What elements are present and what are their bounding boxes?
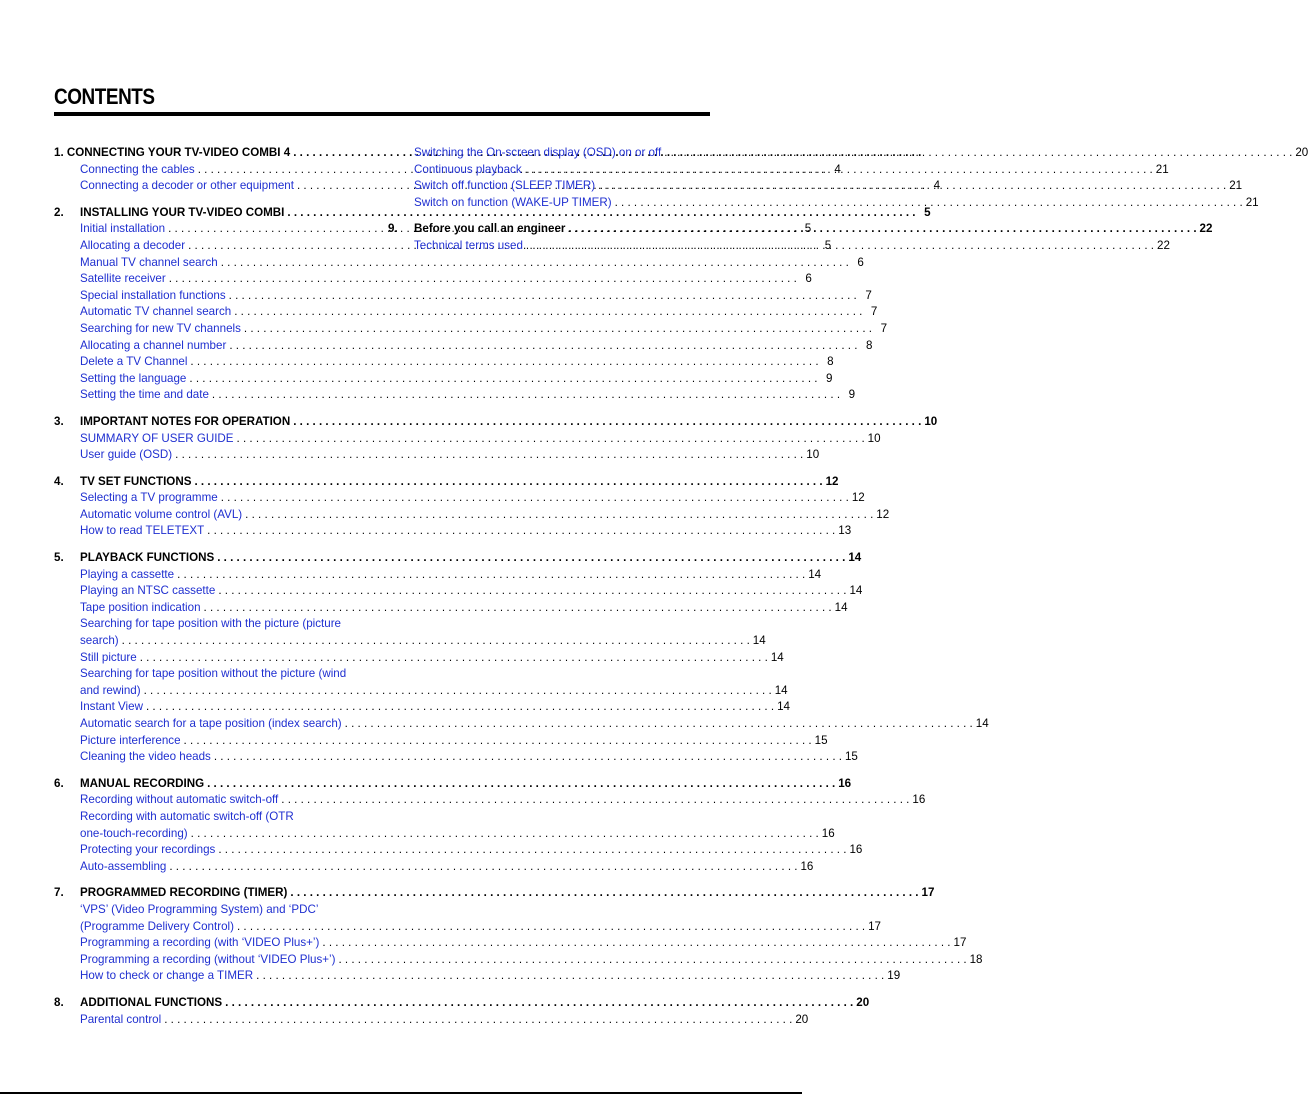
section-number: 6. (54, 776, 64, 790)
toc-section (54, 414, 938, 464)
entry-label: Programming a recording (without ‘VIDEO Plus+’) (80, 952, 336, 966)
entry-label: Manual TV channel search (80, 255, 218, 269)
section-page: 17 (921, 886, 935, 900)
section-heading (54, 474, 839, 491)
entry-page: 6 (805, 272, 812, 286)
entry-label: How to read TELETEXT (80, 524, 205, 538)
leader-dots (175, 447, 803, 464)
title-rule (54, 112, 710, 116)
leader-dots (237, 431, 865, 448)
entry-page: 20 (1295, 146, 1308, 159)
toc-section (54, 474, 890, 540)
leader-dots (207, 776, 835, 793)
section-number: 2. (54, 205, 64, 219)
toc-entry[interactable] (54, 387, 856, 404)
entry-page: 16 (821, 826, 835, 840)
leader-dots (207, 523, 835, 540)
entry-page: 14 (774, 683, 788, 697)
section-heading (54, 414, 938, 431)
entry-label: Continuous playback (414, 162, 522, 176)
entry-label: Delete a TV Channel (80, 355, 188, 369)
entry-page: 9 (848, 388, 856, 402)
toc-entry[interactable] (388, 238, 1170, 255)
toc-entry[interactable] (54, 1012, 809, 1029)
toc-entry[interactable] (54, 583, 863, 600)
entry-page: 15 (814, 733, 828, 747)
entry-label: Tape position indication (80, 600, 201, 614)
leader-dots (140, 650, 768, 667)
entry-label: one-touch-recording) (80, 826, 188, 840)
entry-page: 14 (975, 717, 989, 730)
toc-entry[interactable] (54, 650, 784, 667)
leader-dots (338, 952, 966, 969)
entry-label: Automatic search for a tape position (index search) (80, 717, 342, 730)
toc-entry[interactable] (54, 271, 812, 288)
toc-entry[interactable] (54, 490, 865, 507)
entry-page: 16 (912, 793, 926, 807)
toc-entry[interactable] (54, 666, 376, 683)
entry-label: Satellite receiver (80, 272, 166, 286)
leader-dots (144, 683, 772, 700)
section-number: 5. (54, 551, 64, 565)
entry-label: Auto-assembling (80, 859, 167, 873)
toc-entry[interactable] (54, 716, 989, 733)
entry-label: Connecting a decoder or other equipment (80, 179, 294, 193)
section-title: 1. CONNECTING YOUR TV-VIDEO COMBI 4 (54, 146, 291, 159)
entry-label: Setting the language (80, 371, 187, 385)
toc-entry[interactable] (54, 902, 376, 919)
leader-dots (164, 1012, 792, 1029)
section-page: 22 (1199, 222, 1213, 236)
entry-label: Programming a recording (with ‘VIDEO Plus+’) (80, 936, 320, 950)
toc-entry[interactable] (54, 567, 822, 584)
leader-dots (169, 859, 797, 876)
toc-entry[interactable] (54, 859, 814, 876)
entry-label: search) (80, 634, 119, 648)
section-title: TV SET FUNCTIONS (80, 474, 192, 488)
entry-label: Setting the time and date (80, 388, 209, 402)
section-number: 3. (54, 414, 64, 428)
section-page: 5 (924, 205, 931, 219)
entry-page: 5 (824, 238, 832, 252)
toc-entry[interactable] (54, 338, 873, 355)
toc-entry[interactable] (54, 826, 835, 843)
entry-page: 14 (777, 700, 790, 714)
toc-entry[interactable] (54, 968, 901, 985)
entry-label: Automatic volume control (AVL) (80, 507, 243, 521)
entry-label: ‘VPS’ (Video Programming System) and ‘PDC’ (80, 902, 319, 916)
entry-label: Protecting your recordings (80, 843, 216, 857)
entry-label: Switch off function (SLEEP TIMER) (414, 179, 596, 193)
leader-dots (221, 490, 849, 507)
section-heading (388, 221, 1213, 238)
leader-dots (204, 600, 832, 617)
toc-section (388, 221, 1213, 254)
leader-dots (225, 995, 853, 1012)
entry-page: 18 (969, 952, 983, 966)
entry-page: 15 (844, 750, 858, 764)
section-title: INSTALLING YOUR TV-VIDEO COMBI (80, 205, 285, 219)
entry-label: Cleaning the video heads (80, 750, 211, 764)
entry-page: 7 (870, 305, 878, 319)
entry-page: 14 (752, 634, 766, 648)
entry-page: 19 (887, 969, 901, 983)
entry-page: 16 (849, 843, 863, 857)
entry-label: Switch on function (WAKE-UP TIMER) (414, 195, 612, 209)
leader-dots (526, 238, 1154, 255)
toc-section (54, 776, 926, 876)
toc-section (388, 145, 1308, 211)
entry-page: 21 (1245, 195, 1259, 209)
entry-page: 4 (933, 179, 941, 193)
entry-label: Recording without automatic switch-off (80, 793, 279, 807)
leader-dots (525, 162, 1153, 179)
toc-entry[interactable] (54, 749, 858, 766)
entry-page: 13 (838, 524, 852, 538)
leader-dots (322, 935, 950, 952)
toc-entry[interactable] (388, 178, 1243, 195)
entry-page: 5 (804, 222, 812, 236)
toc-entry[interactable] (54, 371, 833, 388)
entry-label: Automatic TV channel search (80, 305, 232, 319)
toc-entry[interactable] (388, 162, 1169, 179)
entry-page: 9 (826, 371, 833, 385)
toc-entry[interactable] (54, 935, 967, 952)
leader-dots (293, 414, 921, 431)
toc-entry[interactable] (54, 255, 864, 272)
entry-label: Instant View (80, 700, 143, 714)
entry-label: Technical terms used (414, 238, 523, 252)
leader-dots (146, 699, 774, 716)
section-number: 8. (54, 995, 64, 1009)
entry-label: Still picture (80, 650, 137, 664)
toc-entry[interactable] (388, 145, 1308, 162)
entry-page: 21 (1229, 179, 1243, 193)
entry-page: 12 (876, 507, 890, 521)
entry-page: 17 (953, 936, 967, 950)
leader-dots (214, 749, 842, 766)
toc-entry[interactable] (54, 507, 890, 524)
leader-dots (217, 550, 845, 567)
section-heading (54, 776, 852, 793)
toc-entry[interactable] (54, 699, 790, 716)
entry-label: Playing a cassette (80, 567, 175, 581)
leader-dots (598, 178, 1226, 195)
section-page: 12 (825, 474, 839, 488)
section-page: 10 (924, 414, 938, 428)
section-number: 7. (54, 886, 64, 900)
entry-page: 21 (1155, 162, 1169, 176)
leader-dots (184, 733, 812, 750)
entry-page: 7 (880, 321, 888, 335)
toc-entry[interactable] (54, 447, 820, 464)
section-page: 20 (856, 995, 870, 1009)
page-title: CONTENTS (54, 84, 155, 109)
section-heading (54, 885, 935, 902)
leader-dots (256, 968, 884, 985)
entry-label: Connecting the cables (80, 162, 195, 176)
entry-page: 14 (849, 584, 863, 598)
section-title: ADDITIONAL FUNCTIONS (80, 995, 223, 1009)
toc-entry[interactable] (54, 842, 863, 859)
toc-entry[interactable] (54, 321, 888, 338)
entry-label: Selecting a TV programme (80, 491, 218, 505)
leader-dots (190, 354, 818, 371)
leader-dots (194, 474, 822, 491)
entry-label: User guide (OSD) (80, 448, 173, 462)
entry-page: 6 (857, 255, 864, 269)
section-title: Before you call an engineer (414, 222, 566, 236)
entry-label: How to check or change a TIMER (80, 969, 254, 983)
toc-entry[interactable] (54, 792, 926, 809)
toc-entry[interactable] (54, 354, 834, 371)
section-number: 9. (388, 222, 398, 236)
entry-page: 14 (834, 600, 848, 614)
leader-dots (229, 338, 857, 355)
section-heading (54, 205, 931, 222)
entry-label: Allocating a channel number (80, 338, 227, 352)
entry-label: SUMMARY OF USER GUIDE (80, 431, 234, 445)
entry-label: Searching for tape position with the picture (picture (80, 617, 342, 631)
leader-dots (218, 583, 846, 600)
entry-label: Special installation functions (80, 288, 226, 302)
entry-page: 10 (867, 431, 881, 445)
section-page: 14 (848, 551, 862, 565)
toc-entry[interactable] (54, 431, 881, 448)
leader-dots (244, 321, 872, 338)
entry-page: 17 (868, 919, 882, 933)
leader-dots (568, 221, 1196, 238)
leader-dots (664, 145, 1292, 162)
leader-dots (281, 792, 909, 809)
toc-entry[interactable] (54, 523, 852, 540)
leader-dots (212, 387, 840, 404)
toc-section (54, 995, 870, 1028)
leader-dots (615, 195, 1243, 212)
section-title: PROGRAMMED RECORDING (TIMER) (80, 886, 288, 900)
leader-dots (177, 567, 805, 584)
entry-label: Searching for new TV channels (80, 321, 241, 335)
leader-dots (345, 716, 973, 733)
entry-label: Initial installation (80, 222, 166, 236)
toc-entry[interactable] (54, 809, 376, 826)
entry-page: 16 (800, 859, 814, 873)
toc-section (54, 550, 989, 766)
entry-page: 4 (834, 162, 841, 176)
entry-page: 20 (795, 1012, 809, 1026)
section-heading (54, 995, 870, 1012)
section-title: IMPORTANT NOTES FOR OPERATION (80, 414, 291, 428)
section-heading (54, 145, 376, 162)
toc-entry[interactable] (54, 304, 878, 321)
section-title: PLAYBACK FUNCTIONS (80, 551, 215, 565)
entry-label: and rewind) (80, 683, 141, 697)
leader-dots (169, 271, 797, 288)
toc-right-column (388, 145, 1308, 265)
toc-entry[interactable] (54, 952, 983, 969)
entry-page: 14 (770, 650, 784, 664)
toc-entry[interactable] (54, 919, 882, 936)
entry-label: Playing an NTSC cassette (80, 584, 216, 598)
leader-dots (237, 919, 865, 936)
entry-page: 8 (865, 338, 873, 352)
section-page: 16 (838, 776, 852, 790)
leader-dots (189, 371, 817, 388)
toc-entry[interactable] (54, 733, 828, 750)
entry-page: 14 (808, 567, 822, 581)
entry-page: 10 (806, 448, 820, 462)
entry-label: Recording with automatic switch-off (OTR (80, 809, 294, 823)
leader-dots (191, 826, 819, 843)
toc-entry[interactable] (54, 683, 788, 700)
entry-page: 7 (865, 288, 872, 302)
entry-page: 12 (851, 491, 865, 505)
leader-dots (218, 842, 846, 859)
entry-label: (Programme Delivery Control) (80, 919, 234, 933)
toc-section (54, 885, 983, 985)
leader-dots (290, 885, 918, 902)
leader-dots (234, 304, 862, 321)
leader-dots (122, 633, 750, 650)
leader-dots (229, 288, 857, 305)
entry-label: Switching the On-screen display (OSD) on or off (414, 146, 662, 159)
entry-label: Searching for tape position without the picture (wind (80, 667, 347, 681)
section-heading (54, 550, 862, 567)
toc-entry[interactable] (54, 600, 848, 617)
entry-page: 22 (1157, 238, 1170, 252)
section-title: MANUAL RECORDING (80, 776, 205, 790)
section-number: 4. (54, 474, 64, 488)
toc-entry[interactable] (54, 288, 872, 305)
leader-dots (245, 507, 873, 524)
entry-label: Parental control (80, 1012, 162, 1026)
entry-page: 8 (827, 355, 834, 369)
toc-entry[interactable] (54, 616, 376, 633)
entry-label: Allocating a decoder (80, 238, 186, 252)
toc-entry[interactable] (388, 195, 1259, 212)
toc-entry[interactable] (54, 633, 766, 650)
entry-label: Picture interference (80, 733, 181, 747)
